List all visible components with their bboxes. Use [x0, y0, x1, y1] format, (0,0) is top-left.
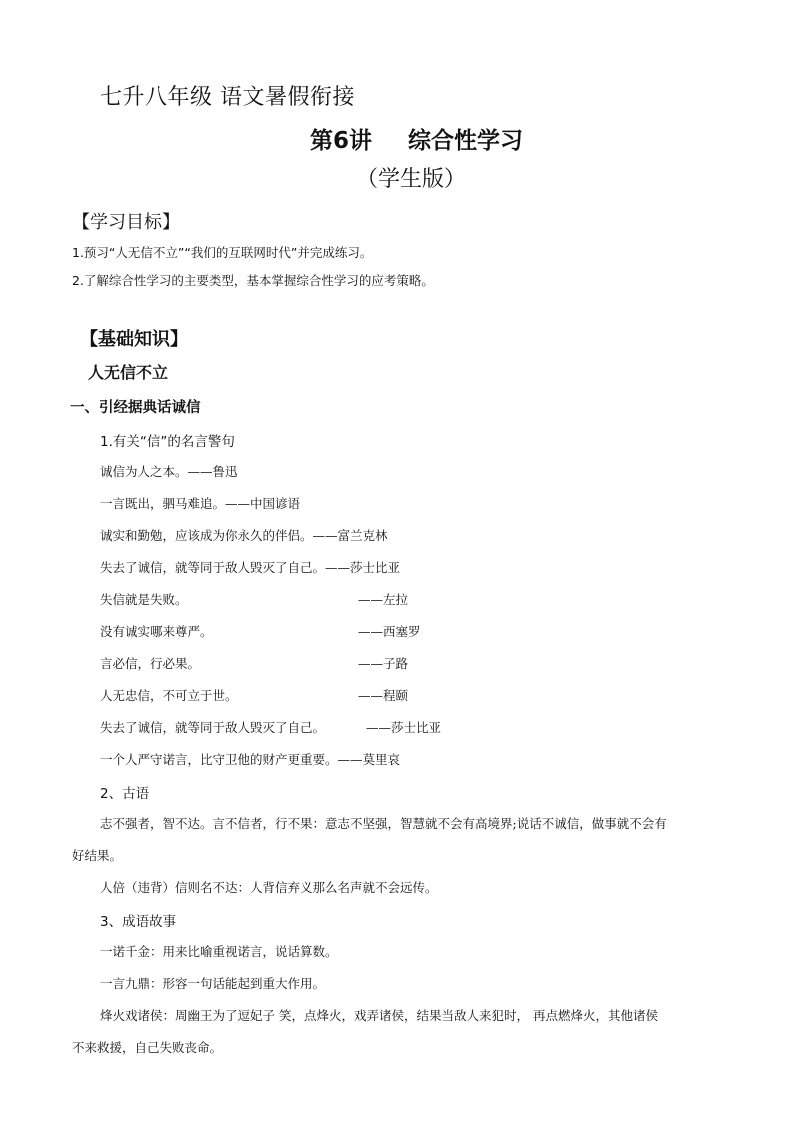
lecture-title	[310, 122, 523, 155]
quote-text: 诚实和勤勉，应该成为你永久的伴侣。	[100, 528, 313, 543]
quote-text: 一言既出，驷马难追。	[100, 496, 226, 511]
quote-line	[100, 750, 400, 768]
basics-title: 【基础知识】	[80, 329, 188, 350]
quote-text: 没有诚实哪来尊严。	[100, 624, 213, 639]
quote-text: 失信就是失败。	[100, 592, 188, 607]
idiom-line-2: 一言九鼎：形容一句话能起到重大作用。	[100, 976, 326, 991]
idiom-line-3b: 不来救援，自己失败丧命。	[72, 1040, 223, 1055]
ancient-heading: 2、古语	[100, 786, 150, 802]
quote-author: ——莫里哀	[337, 752, 401, 767]
quote-text: 言必信，行必果。	[100, 656, 201, 671]
quote-author: ——中国谚语	[225, 496, 301, 511]
quote-author: ——程颐	[358, 688, 409, 703]
idiom-line-3a: 烽火戏诸侯：周幽王为了逗妃子 笑，点烽火，戏弄诸侯，结果当敌人来犯时， 再点燃烽火，其他诸侯	[100, 1008, 658, 1023]
quote-author: ——子路	[358, 656, 409, 671]
quote-author: ——西塞罗	[358, 624, 421, 639]
quote-text: 失去了诚信，就等同于敌人毁灭了自己。	[100, 720, 326, 735]
idiom-heading: 3、成语故事	[100, 914, 177, 930]
quote-text: 一个人严守诺言，比守卫他的财产更重要。	[100, 752, 338, 767]
goal-item: 2.了解综合性学习的主要类型，基本掌握综合性学习的应考策略。	[72, 273, 434, 288]
quote-text: 诚信为人之本。	[100, 464, 188, 479]
quote-line	[100, 526, 388, 544]
edition-label: （学生版）	[356, 167, 467, 192]
quote-text: 失去了诚信，就等同于敌人毁灭了自己。	[100, 560, 326, 575]
idiom-line-1: 一诺千金：用来比喻重视诺言，说话算数。	[100, 944, 338, 959]
quote-author: ——富兰克林	[312, 528, 388, 543]
learning-goals-title: 【学习目标】	[72, 212, 180, 233]
quote-author: ——莎士比亚	[366, 720, 442, 735]
quote-author: ——左拉	[358, 592, 409, 607]
quote-line	[100, 558, 400, 576]
goal-item: 1.预习“人无信不立”“我们的互联网时代”并完成练习。	[72, 245, 373, 260]
ancient-line-1b: 好结果。	[72, 848, 123, 863]
quote-author: ——鲁迅	[187, 464, 238, 479]
quote-line	[100, 494, 300, 512]
ancient-line-1a: 志不强者，智不达。言不信者，行不果：意志不坚强，智慧就不会有高境界;说话不诚信，做事就不会有	[100, 816, 667, 831]
ancient-line-2: 人倍（违背）信则名不达：人背信弃义那么名声就不会远传。	[100, 880, 438, 895]
quote-line	[100, 462, 238, 480]
course-header: 七升八年级 语文暑假衔接	[100, 85, 355, 110]
lecture-number: 第6讲	[310, 128, 373, 154]
quotes-heading: 1.有关“信”的名言警句	[100, 434, 235, 450]
lecture-topic: 综合性学习	[408, 128, 524, 154]
quote-text: 人无忠信，不可立于世。	[100, 688, 238, 703]
topic-heading: 人无信不立	[88, 363, 169, 382]
section-heading: 一、引经据典话诚信	[70, 400, 201, 416]
quote-author: ——莎士比亚	[325, 560, 401, 575]
